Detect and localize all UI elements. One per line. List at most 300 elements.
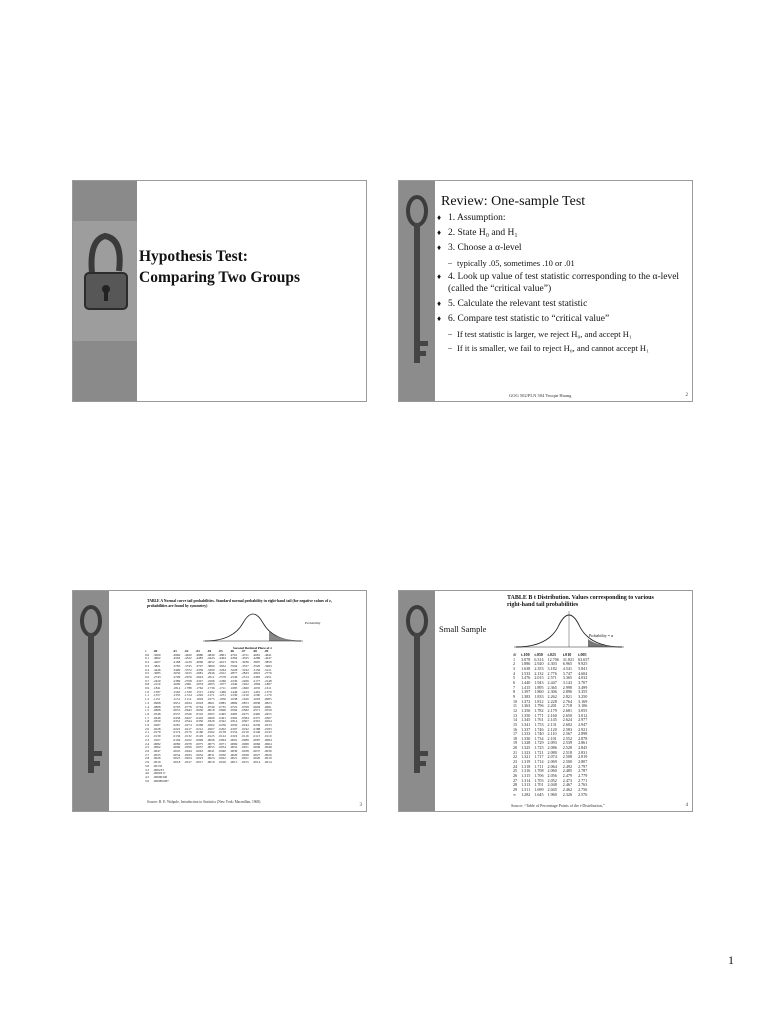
table-cell: 1.315: [521, 773, 531, 779]
table-header-cell: .06: [229, 649, 235, 653]
table-cell: 1.9: [145, 723, 150, 728]
table-cell: 2.977: [578, 717, 588, 723]
table-cell: 2.718: [562, 703, 573, 709]
table-cell: .0436: [172, 715, 181, 720]
table-cell: 1.895: [534, 684, 544, 690]
table-cell: 2.528: [562, 745, 573, 751]
table-cell: 23: [513, 759, 518, 765]
table-cell: .2578: [218, 674, 226, 679]
table-cell: 17: [513, 731, 518, 737]
table-cell: .0256: [218, 723, 226, 728]
bullet-item: ♦ 6. Compare test statistic to “critical value”: [437, 313, 692, 325]
table-cell: 63.657: [578, 656, 590, 662]
table-cell: .0505: [207, 711, 215, 716]
table-cell: 1.960: [547, 791, 557, 797]
table-cell: .0869: [229, 700, 238, 705]
table-cell: .0655: [172, 708, 181, 713]
table-cell: .000000287: [153, 778, 169, 783]
table-cell: .0281: [172, 723, 181, 728]
table-cell: .0020: [252, 756, 261, 761]
table-cell: 1.706: [534, 773, 544, 779]
table-cell: .0055: [207, 745, 215, 750]
table-cell: .0951: [172, 700, 181, 705]
table-cell: 2.650: [562, 712, 573, 718]
table-cell: .0078: [184, 741, 192, 746]
padlock-icon: [73, 181, 137, 401]
table-cell: 1.782: [534, 707, 544, 713]
table-cell: .0307: [241, 719, 249, 724]
table-cell: .2148: [264, 678, 272, 683]
table-cell: 16: [513, 726, 518, 732]
table-cell: 2.086: [547, 745, 557, 751]
key-icon: [399, 181, 435, 401]
table-cell: .0885: [218, 700, 226, 705]
table-cell: 1.1: [145, 693, 150, 698]
table-cell: .3121: [264, 667, 272, 672]
table-cell: .0019: [264, 756, 272, 761]
table-cell: 4.0: [145, 771, 150, 776]
table-cell: .1949: [229, 682, 238, 687]
table-cell: .4522: [184, 656, 192, 661]
table-cell: 2.074: [547, 754, 557, 760]
table-cell: 2.228: [547, 698, 557, 704]
table-cell: .0188: [252, 726, 261, 731]
table-cell: 2.052: [547, 777, 557, 783]
table-cell: 1.771: [534, 712, 544, 718]
table-header-cell: .02: [184, 649, 189, 653]
table-cell: 28: [513, 782, 518, 788]
table-cell: 2.797: [578, 763, 588, 769]
table-cell: 2.015: [534, 675, 544, 681]
table-cell: 2.160: [547, 712, 557, 718]
slide-page-number: 3: [359, 803, 362, 808]
table-cell: .1271: [207, 693, 215, 698]
table-cell: .2420: [153, 678, 161, 683]
table-cell: 2: [513, 661, 516, 667]
table-cell: 2.0: [145, 726, 150, 731]
table-cell: .0778: [184, 704, 192, 709]
table-cell: .3974: [229, 660, 238, 665]
table-cell: .0336: [195, 719, 204, 724]
table-cell: .0143: [264, 730, 272, 735]
table-cell: [182, 780, 193, 784]
table-cell: .4840: [207, 652, 215, 657]
table-cell: .0024: [184, 756, 192, 761]
table-cell: .3632: [218, 663, 226, 668]
table-cell: .0038: [241, 748, 249, 753]
table-cell: 2.998: [562, 684, 573, 690]
table-cell: 1.753: [534, 721, 544, 727]
table-cell: .0014: [252, 760, 261, 765]
table-cell: .3156: [252, 667, 261, 672]
table-cell: .1562: [172, 689, 181, 694]
table-cell: .0526: [184, 711, 192, 716]
table-cell: .0344: [184, 719, 192, 724]
table-cell: 2.518: [562, 749, 573, 755]
table-cell: 3.365: [562, 675, 573, 681]
table-cell: .2236: [229, 678, 238, 683]
table-caption: TABLE B t Distribution. Values corresponding to various right-hand tail probabilities: [507, 595, 654, 608]
table-cell: 2.4: [145, 741, 150, 746]
table-cell: .0039: [229, 748, 238, 753]
table-cell: .2483: [252, 674, 261, 679]
table-cell: .2546: [229, 674, 238, 679]
table-cell: .1977: [218, 682, 226, 687]
table-cell: .0015: [241, 760, 249, 765]
table-cell: .0735: [218, 704, 226, 709]
table-cell: .0287: [153, 723, 161, 728]
table-source: Source: “Table of Percentage Points of the t-Distribution,”: [511, 803, 605, 808]
table-cell: .0537: [172, 711, 181, 716]
table-cell: .0030: [218, 752, 226, 757]
table-cell: .2061: [184, 682, 192, 687]
table-cell: 3.169: [578, 698, 588, 704]
table-cell: .0681: [264, 704, 272, 709]
table-cell: [239, 780, 250, 784]
table-cell: .0060: [172, 745, 181, 750]
table-cell: .3085: [153, 671, 161, 676]
table-cell: .0618: [207, 708, 215, 713]
table-cell: 2.3: [145, 737, 150, 742]
table-cell: .0025: [172, 756, 181, 761]
table-cell: 7: [513, 684, 516, 690]
table-cell: .0352: [172, 719, 181, 724]
table-cell: .1075: [207, 697, 215, 702]
table-cell: .3264: [218, 667, 226, 672]
table-cell: .0375: [252, 715, 261, 720]
table-cell: 2.500: [562, 759, 573, 765]
table-cell: 1.314: [521, 777, 531, 783]
table-cell: .0113: [252, 734, 261, 739]
table-cell: .3936: [241, 660, 249, 665]
table-cell: .0069: [229, 741, 238, 746]
table-cell: .3669: [207, 663, 215, 668]
table-cell: .0139: [153, 734, 161, 739]
table-cell: .0064: [264, 741, 272, 746]
table-cell: 1.701: [534, 782, 544, 788]
table-cell: 9.925: [578, 661, 588, 667]
table-cell: .0314: [229, 719, 238, 724]
table-cell: .0102: [184, 737, 192, 742]
table-cell: .4562: [172, 656, 181, 661]
table-cell: .3409: [172, 667, 181, 672]
table-cell: .1020: [241, 697, 249, 702]
table-cell: 2.120: [547, 726, 557, 732]
table-cell: 1.725: [534, 745, 544, 751]
table-cell: .000233: [153, 767, 164, 772]
table-cell: 1.415: [521, 684, 531, 690]
table-cell: .2296: [207, 678, 215, 683]
table-cell: .2946: [207, 671, 215, 676]
table-cell: .0217: [184, 726, 192, 731]
table-cell: .0116: [241, 734, 249, 739]
table-cell: 1.812: [534, 698, 544, 704]
table-cell: .2177: [252, 678, 261, 683]
table-cell: 2.7: [145, 752, 150, 757]
table-cell: .0062: [153, 745, 161, 750]
table-cell: .0021: [241, 756, 249, 761]
table-cell: .1251: [218, 693, 226, 698]
table-cell: .0197: [229, 726, 238, 731]
table-cell: 6.965: [562, 661, 573, 667]
table-cell: 3.055: [578, 707, 588, 713]
table-cell: .4602: [153, 656, 161, 661]
table-cell: .3859: [264, 660, 272, 665]
table-cell: 2.2: [145, 734, 150, 739]
table-cell: .0129: [195, 734, 204, 739]
table-header-cell: z: [145, 649, 147, 653]
table-cell: 0.6: [145, 674, 150, 679]
normal-curve-figure: [203, 609, 303, 643]
table-cell: 2.056: [547, 773, 557, 779]
table-cell: .4207: [153, 660, 161, 665]
table-cell: .4880: [195, 652, 204, 657]
table-cell: .3594: [229, 663, 238, 668]
table-header-cell: .04: [207, 649, 212, 653]
table-cell: 15: [513, 721, 518, 727]
table-cell: .0384: [241, 715, 249, 720]
table-cell: 1.740: [534, 731, 544, 737]
table-cell: .0475: [241, 711, 249, 716]
table-cell: .2119: [153, 682, 161, 687]
table-cell: .4325: [241, 656, 249, 661]
table-cell: 3.355: [578, 689, 588, 695]
table-cell: 0.2: [145, 660, 150, 665]
table-cell: 2.306: [547, 689, 557, 695]
table-cell: .3520: [252, 663, 261, 668]
table-cell: 1.316: [521, 768, 531, 774]
table-cell: .2005: [207, 682, 215, 687]
table-cell: .1093: [195, 697, 204, 702]
table-cell: 3.707: [578, 679, 588, 685]
normal-table: [143, 650, 274, 783]
table-cell: .3336: [195, 667, 204, 672]
table-cell: .3372: [184, 667, 192, 672]
table-cell: [171, 780, 182, 784]
table-cell: .1469: [218, 689, 226, 694]
bullet-item: ♦ 5. Calculate the relevant test statistic: [437, 298, 692, 310]
table-cell: .2389: [172, 678, 181, 683]
table-cell: .0087: [252, 737, 261, 742]
table-cell: .1788: [184, 686, 192, 691]
table-cell: 4.5: [145, 774, 150, 779]
bullet-item: ♦ 3. Choose a α-level: [437, 242, 692, 254]
table-cell: .0119: [229, 734, 238, 739]
table-cell: .0192: [241, 726, 249, 731]
table-cell: .4168: [172, 660, 181, 665]
table-cell: .0044: [184, 748, 192, 753]
table-cell: .0094: [218, 737, 226, 742]
table-cell: .3015: [184, 671, 192, 676]
table-cell: 3.182: [547, 665, 557, 671]
table-cell: .0582: [241, 708, 249, 713]
table-cell: 2.9: [145, 760, 150, 765]
table-cell: .2877: [229, 671, 238, 676]
table-header-cell: .09: [264, 649, 269, 653]
table-cell: .3707: [195, 663, 204, 668]
slide-2-review: [398, 180, 693, 402]
slide-image-key: [399, 591, 435, 811]
table-cell: .0068: [241, 741, 249, 746]
table-cell: .0019: [153, 760, 161, 765]
table-cell: .3821: [153, 663, 161, 668]
table-cell: .0104: [172, 737, 181, 742]
table-cell: 2.201: [547, 703, 557, 709]
table-cell: 31.821: [562, 656, 575, 662]
table-cell: 2.069: [547, 759, 557, 765]
sub-bullet-item: – typically .05, sometimes .10 or .01: [437, 257, 692, 269]
table-cell: .0301: [252, 719, 261, 724]
table-cell: .1736: [207, 686, 215, 691]
table-cell: 2.262: [547, 693, 557, 699]
table-cell: .2090: [172, 682, 181, 687]
table-cell: .1038: [229, 697, 238, 702]
table-cell: 1.7: [145, 715, 150, 720]
table-cell: 10: [513, 698, 518, 704]
table-cell: 4.604: [578, 670, 588, 676]
table-source: Source: R. E. Walpole, Introduction to Statistics (New York: Macmillan, 1968).: [147, 800, 262, 804]
table-cell: 20: [513, 745, 518, 751]
table-cell: .4483: [195, 656, 204, 661]
table-cell: .0329: [207, 719, 215, 724]
table-cell: .0823: [264, 700, 272, 705]
table-cell: .0901: [207, 700, 215, 705]
table-header-cell: df: [513, 652, 517, 657]
table-cell: .0207: [207, 726, 215, 731]
table-cell: 1.746: [534, 726, 544, 732]
table-cell: .0051: [241, 745, 249, 750]
table-cell: 1.311: [521, 787, 531, 793]
table-cell: .0548: [153, 711, 161, 716]
table-cell: .0708: [241, 704, 249, 709]
table-cell: .0091: [229, 737, 238, 742]
table-cell: 11: [513, 703, 517, 709]
table-cell: 6.314: [534, 656, 544, 662]
table-cell: .4920: [184, 652, 192, 657]
table-cell: 1.318: [521, 763, 531, 769]
table-cell: 29: [513, 787, 518, 793]
table-cell: 1.638: [521, 665, 531, 671]
table-cell: .0047: [153, 748, 161, 753]
slide-page-number: 4: [685, 803, 688, 808]
table-cell: 1.860: [534, 689, 544, 695]
table-cell: [194, 780, 205, 784]
bullet-item: ♦ 4. Look up value of test statistic corresponding to the α-level (called the “critical value”): [437, 271, 692, 295]
table-cell: .0080: [172, 741, 181, 746]
table-cell: .0034: [172, 752, 181, 757]
table-cell: 2.896: [562, 689, 573, 695]
table-cell: .0107: [153, 737, 161, 742]
table-cell: 1.703: [534, 777, 544, 783]
table-cell: .0014: [264, 760, 272, 765]
table-cell: 0.3: [145, 663, 150, 668]
table-cell: 3.078: [521, 656, 531, 662]
table-cell: .4681: [252, 652, 261, 657]
table-caption: TABLE A Normal curve tail probabilities. Standard normal probability in right-hand tail (for negative values of z, probabilities are found by symmetry): [147, 599, 332, 608]
table-cell: .1711: [218, 686, 226, 691]
table-cell: .0749: [207, 704, 215, 709]
table-cell: .0239: [252, 723, 261, 728]
table-cell: .1762: [195, 686, 204, 691]
table-cell: 0.0: [145, 652, 150, 657]
table-cell: .2912: [218, 671, 226, 676]
table-cell: 2.763: [578, 782, 588, 788]
table-cell: 5.841: [578, 665, 588, 671]
table-cell: .3300: [207, 667, 215, 672]
table-cell: .0262: [207, 723, 215, 728]
table-cell: 2.576: [578, 791, 588, 797]
slide-3-normal-table: [72, 590, 367, 812]
table-cell: 4.303: [547, 661, 557, 667]
table-cell: .0764: [195, 704, 204, 709]
table-cell: .2776: [264, 671, 272, 676]
table-cell: .0082: [153, 741, 161, 746]
table-subheader: Second Decimal Place of z: [233, 646, 272, 650]
table-cell: 2.447: [547, 679, 557, 685]
table-cell: .1922: [241, 682, 249, 687]
table-cell: .0158: [218, 730, 226, 735]
table-cell: 1.943: [534, 679, 544, 685]
table-cell: 2.485: [562, 768, 573, 774]
bullet-item: ♦ 1. Assumption:: [437, 212, 692, 224]
table-cell: 4.032: [578, 675, 588, 681]
table-cell: .0017: [195, 760, 204, 765]
table-cell: .0075: [195, 741, 204, 746]
table-cell: .0031: [207, 752, 215, 757]
table-cell: 1.729: [534, 740, 544, 746]
table-cell: .0170: [184, 730, 192, 735]
table-cell: .2676: [184, 674, 192, 679]
table-cell: 1.734: [534, 735, 544, 741]
table-cell: .0026: [153, 756, 161, 761]
table-cell: 1.5: [145, 708, 150, 713]
table-cell: .4247: [264, 656, 272, 661]
table-cell: 1.0: [145, 689, 150, 694]
table-cell: .4443: [207, 656, 215, 661]
sub-bullet-item: – If it is smaller, we fail to reject H₀, and cannot accept H₁: [437, 342, 692, 354]
table-cell: .0110: [264, 734, 272, 739]
table-cell: 2.583: [562, 726, 573, 732]
table-cell: 1: [513, 656, 516, 662]
table-cell: .0594: [229, 708, 238, 713]
table-cell: 2.045: [547, 787, 557, 793]
table-cell: 3.250: [578, 693, 588, 699]
table-cell: 2.179: [547, 707, 557, 713]
table-cell: [216, 780, 227, 784]
table-cell: .1423: [241, 689, 249, 694]
table-row: [511, 793, 591, 798]
table-cell: 3.143: [562, 679, 573, 685]
table-cell: .3192: [241, 667, 249, 672]
table-cell: 2.462: [562, 787, 573, 793]
table-cell: .1314: [184, 693, 192, 698]
table-cell: 4.541: [562, 665, 573, 671]
table-cell: .2514: [241, 674, 249, 679]
table-cell: .2843: [241, 671, 249, 676]
table-row: [143, 780, 274, 784]
bullet-item: ♦ 2. State H₀ and H₁: [437, 227, 692, 239]
table-cell: .3745: [184, 663, 192, 668]
table-cell: .3557: [241, 663, 249, 668]
table-cell: .0028: [241, 752, 249, 757]
table-cell: .0022: [218, 756, 226, 761]
table-cell: .0244: [241, 723, 249, 728]
table-cell: .1170: [264, 693, 272, 698]
table-cell: 2.771: [578, 777, 588, 783]
table-cell: 1.533: [521, 670, 531, 676]
table-cell: .1056: [218, 697, 226, 702]
table-cell: .0212: [195, 726, 204, 731]
